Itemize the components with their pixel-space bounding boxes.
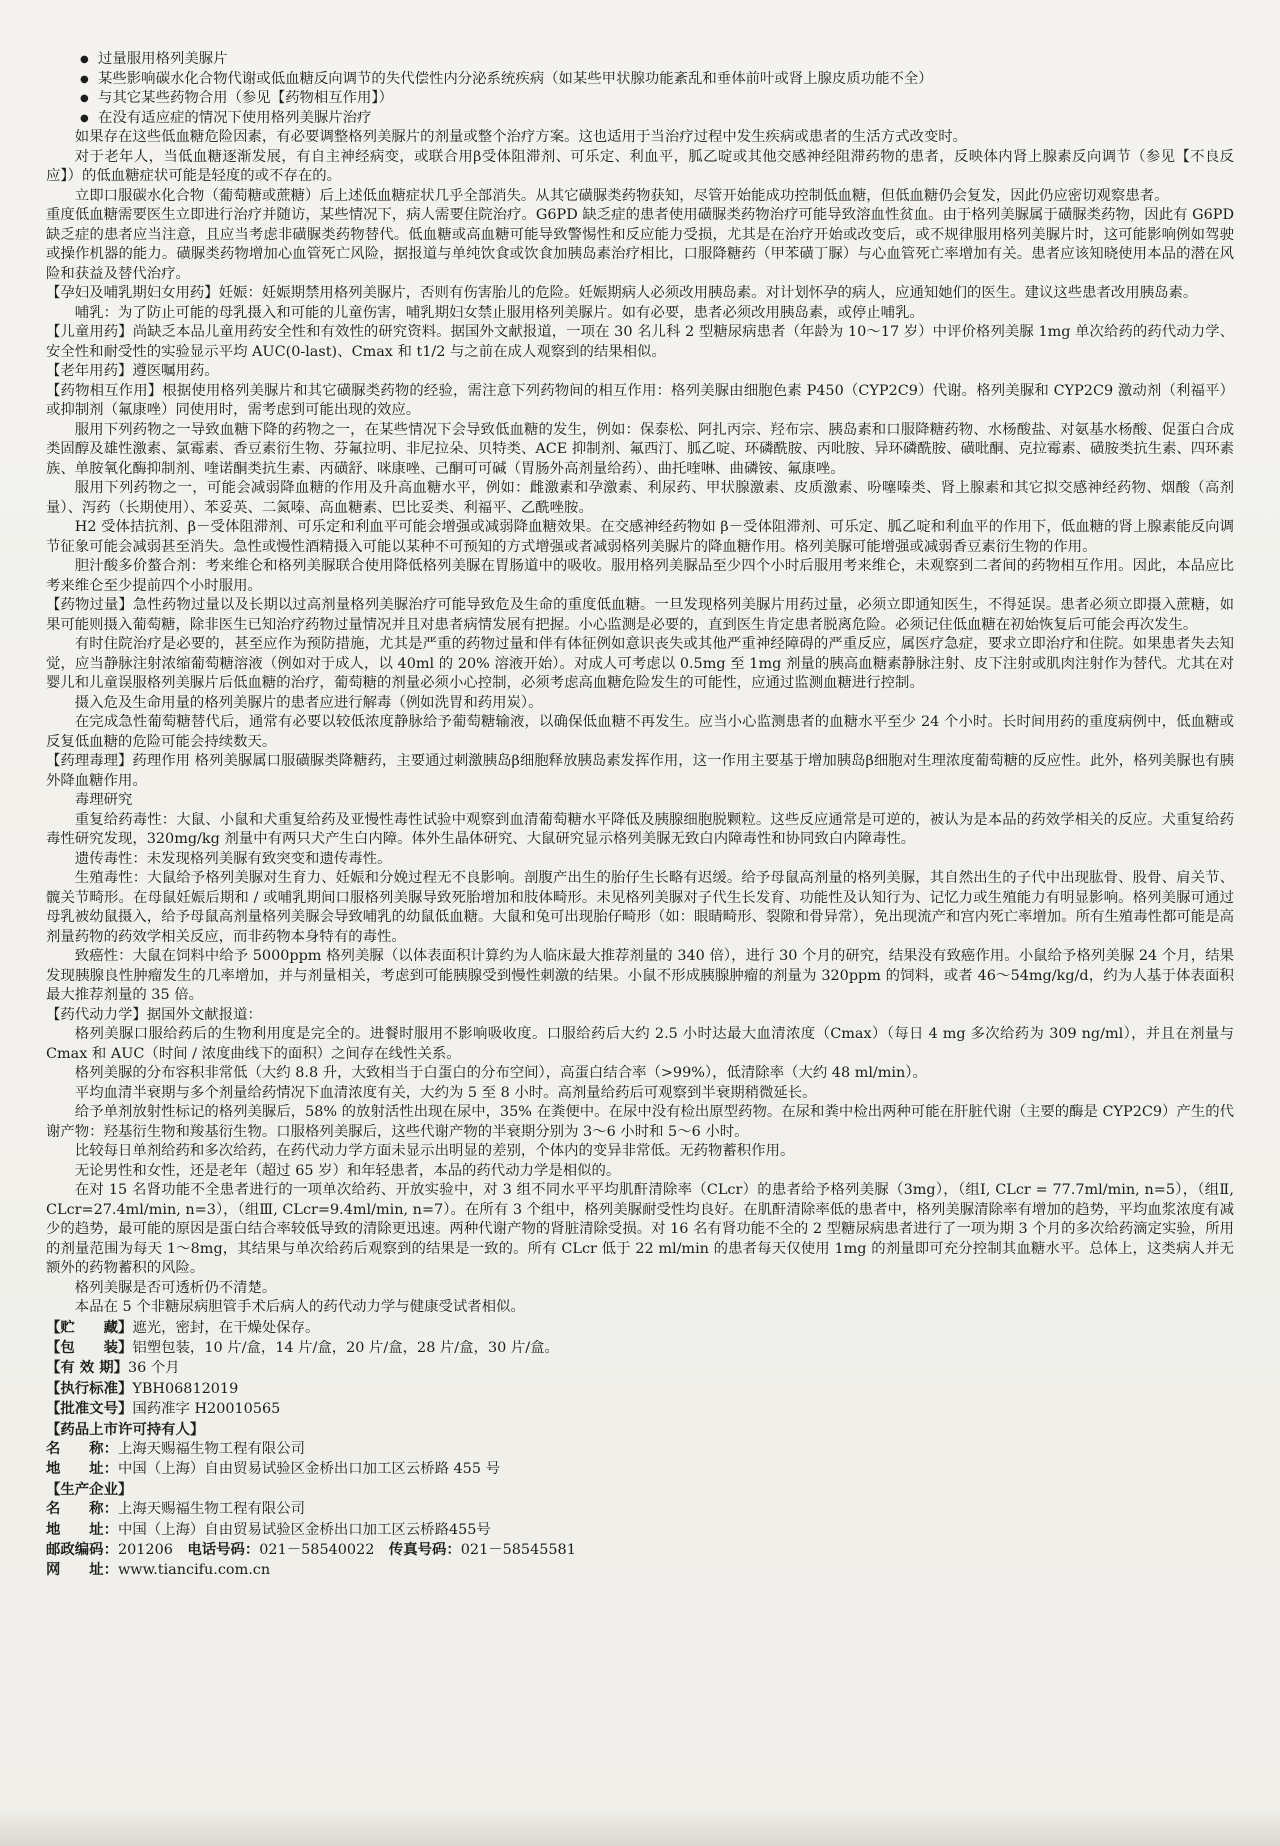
body-paragraph: 摄入危及生命用量的格列美脲片的患者应进行解毒（例如洗胃和药用炭）。 [74,694,543,711]
contact-row: 邮政编码：201206 电话号码：021－58540022 传真号码：021－58545581 [46,1540,576,1558]
body-paragraph: 【药理毒理】药理作用 格列美脲属口服磺脲类降糖药，主要通过刺激胰岛β细胞释放胰岛素发挥作用，这一作用主要基于增加胰岛β细胞对生理浓度葡萄糖的反应性。此外，格列美脲也有胰外降血糖作用。 [46,753,1234,789]
risk-factor-item: ● 与其它某些药物合用（参见【药物相互作用】） [80,89,1234,109]
validity-row: 【有 效 期】36 个月 [46,1359,180,1377]
body-paragraph: 致癌性：大鼠在饲料中给予 5000ppm 格列美脲（以体表面积计算约为人临床最大推荐剂量的 340 倍），进行 30 个月的研究，结果没有致癌作用。小鼠给予格列美脲 24 个月，结果发现胰腺良性肿瘤发生的几率增加，并与剂量相关，考虑到可能胰腺受到慢性刺激的结果。小鼠不形成胰腺肿瘤的剂量为 320ppm 的饲料，或者 46～54mg/kg/d，约为人基于体表面积最大推荐剂量的 35 倍。 [46,948,1234,1003]
body-paragraph: 给予单剂放射性标记的格列美脲后，58% 的放射活性出现在尿中，35% 在粪便中。在尿中没有检出原型药物。在尿和粪中检出两种可能在肝脏代谢（主要的酶是 CYP2C9）产生的代谢产物：羟基衍生物和羧基衍生物。口服格列美脲后，这些代谢产物的半衰期分别为 3～6 小时和 5～6 小时。 [46,1104,1234,1140]
body-paragraph: 【孕妇及哺乳期妇女用药】妊娠：妊娠期禁用格列美脲片，否则有伤害胎儿的危险。妊娠期病人必须改用胰岛素。对计划怀孕的病人，应通知她们的医生。建议这些患者改用胰岛素。 [46,285,1198,301]
body-paragraph: 格列美脲是否可透析仍不清楚。 [74,1279,277,1296]
body-paragraph: 遗传毒性：未发现格列美脲有致突变和遗传毒性。 [74,850,392,867]
product-info-block [46,1318,1234,1581]
body-paragraph: 【老年用药】遵医嘱用药。 [46,363,219,379]
standard-row: 【执行标准】YBH06812019 [46,1379,239,1397]
risk-factor-item: ● 在没有适应症的情况下使用格列美脲片治疗 [80,109,1234,129]
website-row: 网 址：www.tiancifu.com.cn [46,1561,271,1579]
body-paragraph: 格列美脲的分布容积非常低（大约 8.8 升，大致相当于白蛋白的分布空间），高蛋白结合率（>99%），低清除率（大约 48 ml/min）。 [74,1065,927,1081]
manufacturer-name-row: 名 称：上海天赐福生物工程有限公司 [46,1500,306,1518]
body-paragraph: 服用下列药物之一，可能会减弱降血糖的作用及升高血糖水平，例如：雌激素和孕激素、利尿药、甲状腺激素、皮质激素、吩噻嗪类、肾上腺素和其它拟交感神经药物、烟酸（高剂量）、泻药（长期使用）、苯妥英、二氮嗪、高血糖素、巴比妥类、利福平、乙酰唑胺。 [46,480,1234,516]
mah-title: 【药品上市许可持有人】 [46,1420,205,1438]
body-paragraph: H2 受体拮抗剂、β－受体阻滞剂、可乐定和利血平可能会增强或减弱降血糖效果。在交感神经药物如 β－受体阻滞剂、可乐定、胍乙啶和利血平的作用下，低血糖的肾上腺素能反向调节征象可能会减弱甚至消失。急性或慢性酒精摄入可能以某种不可预知的方式增强或者减弱格列美脲片的降血糖作用。格列美脲可能增强或减弱香豆素衍生物的作用。 [46,519,1234,555]
body-paragraph: 【药物相互作用】根据使用格列美脲片和其它磺脲类药物的经验，需注意下列药物间的相互作用：格列美脲由细胞色素 P450（CYP2C9）代谢。格列美脲和 CYP2C9 激动剂（利福平）或抑制剂（氟康唑）同使用时，需考虑到可能出现的效应。 [46,382,1234,418]
body-paragraph: 平均血清半衰期与多个剂量给药情况下血清浓度有关，大约为 5 至 8 小时。高剂量给药后可观察到半衰期稍微延长。 [74,1084,817,1101]
risk-factor-list [80,50,1234,128]
body-paragraph: 格列美脲口服给药后的生物利用度是完全的。进餐时服用不影响吸收度。口服给药后大约 2.5 小时达最大血清浓度（Cmax）（每日 4 mg 多次给药为 309 ng/ml），并且在剂量与 Cmax 和 AUC（时间 / 浓度曲线下的面积）之间存在线性关系。 [46,1026,1234,1062]
approval-row: 【批准文号】国药准字 H20010565 [46,1400,281,1418]
body-paragraph: 【药代动力学】据国外文献报道： [46,1006,262,1023]
body-paragraph: 本品在 5 个非糖尿病胆管手术后病人的药代动力学与健康受试者相似。 [74,1299,525,1315]
body-paragraph: 哺乳：为了防止可能的母乳摄入和可能的儿童伤害，哺乳期妇女禁止服用格列美脲片。如有必要，患者必须改用胰岛素，或停止哺乳。 [74,304,924,321]
manufacturer-title: 【生产企业】 [46,1480,133,1498]
body-paragraph: 如果存在这些低血糖危险因素，有必要调整格列美脲片的剂量或整个治疗方案。这也适用于当治疗过程中发生疾病或患者的生活方式改变时。 [74,129,968,145]
mah-address-row: 地 址：中国（上海）自由贸易试验区金桥出口加工区云桥路 455 号 [46,1460,500,1478]
mah-name-row: 名 称：上海天赐福生物工程有限公司 [46,1439,306,1457]
body-paragraph: 对于老年人，当低血糖逐渐发展，有自主神经病变，或联合用β受体阻滞剂、可乐定、利血平，胍乙啶或其他交感神经阻滞药物的患者，反映体内肾上腺素反向调节（参见【不良反应】）的低血糖症状可能是轻度的或不存在的。 [46,148,1234,184]
body-paragraph: 无论男性和女性，还是老年（超过 65 岁）和年轻患者，本品的药代动力学是相似的。 [74,1162,621,1179]
body-paragraph: 在对 15 名肾功能不全患者进行的一项单次给药、开放实验中，对 3 组不同水平平均肌酐清除率（CLcr）的患者给予格列美脲（3mg），（组Ⅰ, CLcr = 77.7ml/min, n=5），（组Ⅱ, CLcr=27.4ml/min, n=3），（组Ⅲ, CLcr=9.4ml/min, n=7）。在所有 3 个组中，格列美脲耐受性均良好。在肌酐清除率低的患者中，格列美脲清除率有增加的趋势，平均血浆浓度有减少的趋势，最可能的原因是蛋白结合率较低导致的清除更迅速。两种代谢产物的肾脏清除受损。对 16 名有肾功能不全的 2 型糖尿病患者进行了一项为期 3 个月的多次给药滴定实验，所用的剂量范围为每天 1～8mg，其结果与单次给药后观察到的结果是一致的。所有 CLcr 低于 22 ml/min 的患者每天仅使用 1mg 的剂量即可充分控制其血糖水平。总体上，这类病人并无额外的药物蓄积的风险。 [46,1182,1234,1276]
body-paragraph: 有时住院治疗是必要的，甚至应作为预防措施，尤其是严重的药物过量和伴有体征例如意识丧失或其他严重神经障碍的严重反应，属医疗急症，要求立即治疗和住院。如果患者失去知觉，应当静脉注射浓缩葡萄糖溶液（例如对于成人，以 40ml 的 20% 溶液开始）。对成人可考虑以 0.5mg 至 1mg 剂量的胰高血糖素静脉注射、皮下注射或肌肉注射作为替代。尤其在对婴儿和儿童误服格列美脲片后低血糖的治疗，葡萄糖的剂量必须小心控制，必须考虑高血糖危险发生的可能性，应通过监测血糖进行控制。 [46,636,1234,691]
body-paragraph: 生殖毒性：大鼠给予格列美脲对生育力、妊娠和分娩过程无不良影响。剖腹产出生的胎仔生长略有迟缓。给予母鼠高剂量的格列美脲，其自然出生的子代中出现肱骨、股骨、肩关节、髋关节畸形。在母鼠妊娠后期和 / 或哺乳期间口服格列美脲导致死胎增加和肢体畸形。未见格列美脲对子代生长发育、功能性及认知行为、记忆力或生殖能力有明显影响。格列美脲可通过母乳被幼鼠摄入，给予母鼠高剂量格列美脲会导致哺乳的幼鼠低血糖。大鼠和兔可出现胎仔畸形（如：眼睛畸形、裂隙和骨异常），免出现流产和宫内死亡率增加。所有生殖毒性都可能是高剂量药物的药效学相关反应，而非药物本身特有的毒性。 [46,870,1234,945]
risk-factor-item: ● 过量服用格列美脲片 [80,50,1234,70]
body-paragraph: 服用下列药物之一导致血糖下降的药物之一，在某些情况下会导致低血糖的发生，例如：保泰松、阿扎丙宗、羟布宗、胰岛素和口服降糖药物、水杨酸盐、对氨基水杨酸、促蛋白合成类固醇及雄性激素、氯霉素、香豆素衍生物、芬氟拉明、非尼拉朵、贝特类、ACE 抑制剂、氟西汀、胍乙啶、环磷酰胺、丙吡胺、异环磷酰胺、磺吡酮、克拉霉素、磺胺类抗生素、四环素族、单胺氧化酶抑制剂、喹诺酮类抗生素、丙磺舒、咪康唑、己酮可可碱（胃肠外高剂量给药）、曲托喹啉、曲磷铵、氟康唑。 [46,421,1234,477]
body-paragraph: 重复给药毒性：大鼠、小鼠和犬重复给药及亚慢性毒性试验中观察到血清葡萄糖水平降低及胰腺细胞脱颗粒。这些反应通常是可逆的，被认为是本品的药效学相关的反应。犬重复给药毒性研究发现，320mg/kg 剂量中有两只犬产生白内障。体外生晶体研究、大鼠研究显示格列美脲无致白内障毒性和协同致白内障毒性。 [46,811,1234,847]
leaflet-body [46,128,1234,1318]
package-row: 【包 装】铝塑包装，10 片/盒，14 片/盒，20 片/盒，28 片/盒，30 片/盒。 [46,1338,559,1356]
body-paragraph: 【药物过量】急性药物过量以及长期以过高剂量格列美脲治疗可能导致危及生命的重度低血糖。一旦发现格列美脲片用药过量，必须立即通知医生，不得延误。患者必须立即摄入蔗糖，如果可能则摄入葡萄糖，除非医生已知治疗药物过量情况并且对患者病情发展有把握。小心监测是必要的，直到医生肯定患者脱离危险。必须记住低血糖在初始恢复后可能会再次发生。 [46,597,1234,633]
body-paragraph: 【儿童用药】尚缺乏本品儿童用药安全性和有效性的研究资料。据国外文献报道，一项在 30 名儿科 2 型糖尿病患者（年龄为 10～17 岁）中评价格列美脲 1mg 单次给药的药代动力学、安全性和耐受性的实验显示平均 AUC(0-last)、Cmax 和 t1/2 与之前在成人观察到的结果相似。 [46,324,1234,360]
body-paragraph: 比较每日单剂给药和多次给药，在药代动力学方面未显示出明显的差别，个体内的变异非常低。无药物蓄积作用。 [74,1143,795,1159]
body-paragraph: 胆汁酸多价螯合剂：考来维仑和格列美脲联合使用降低格列美脲在胃肠道中的吸收。服用格列美脲品至少四个小时后服用考来维仑，未观察到二者间的药物相互作用。因此，本品应比考来维仑至少提前四个小时服用。 [46,558,1234,594]
body-paragraph: 在完成急性葡萄糖替代后，通常有必要以较低浓度静脉给予葡萄糖输液，以确保低血糖不再发生。应当小心监测患者的血糖水平至少 24 个小时。长时间用药的重度病例中，低血糖或反复低血糖的危险可能会持续数天。 [46,714,1234,750]
risk-factor-item: ● 某些影响碳水化合物代谢或低血糖反向调节的失代偿性内分泌系统疾病（如某些甲状腺功能紊乱和垂体前叶或肾上腺皮质功能不全） [80,70,1234,90]
manufacturer-address-row: 地 址：中国（上海）自由贸易试验区金桥出口加工区云桥路455号 [46,1520,491,1538]
body-paragraph: 立即口服碳水化合物（葡萄糖或蔗糖）后上述低血糖症状几乎全部消失。从其它磺脲类药物获知，尽管开始能成功控制低血糖，但低血糖仍会复发，因此仍应密切观察患者。 [74,187,1169,204]
storage-row: 【贮 藏】遮光，密封，在干燥处保存。 [46,1318,320,1336]
body-paragraph: 毒理研究 [74,792,133,808]
body-paragraph: 重度低血糖需要医生立即进行治疗并随访，某些情况下，病人需要住院治疗。G6PD 缺乏症的患者使用磺脲类药物治疗可能导致溶血性贫血。由于格列美脲属于磺脲类药物，因此有 G6PD 缺乏症的患者应当注意，且应当考虑非磺脲类药物替代。低血糖或高血糖可能导致警惕性和反应能力受损，尤其是在治疗开始或改变后，或不规律服用格列美脲片时，这可能影响例如驾驶或操作机器的能力。磺脲类药物增加心血管死亡风险，据报道与单纯饮食或饮食加胰岛素治疗相比，口服降糖药（甲苯磺丁脲）与心血管死亡率增加有关。患者应该知晓使用本品的潜在风险和获益及替代治疗。 [46,207,1234,282]
